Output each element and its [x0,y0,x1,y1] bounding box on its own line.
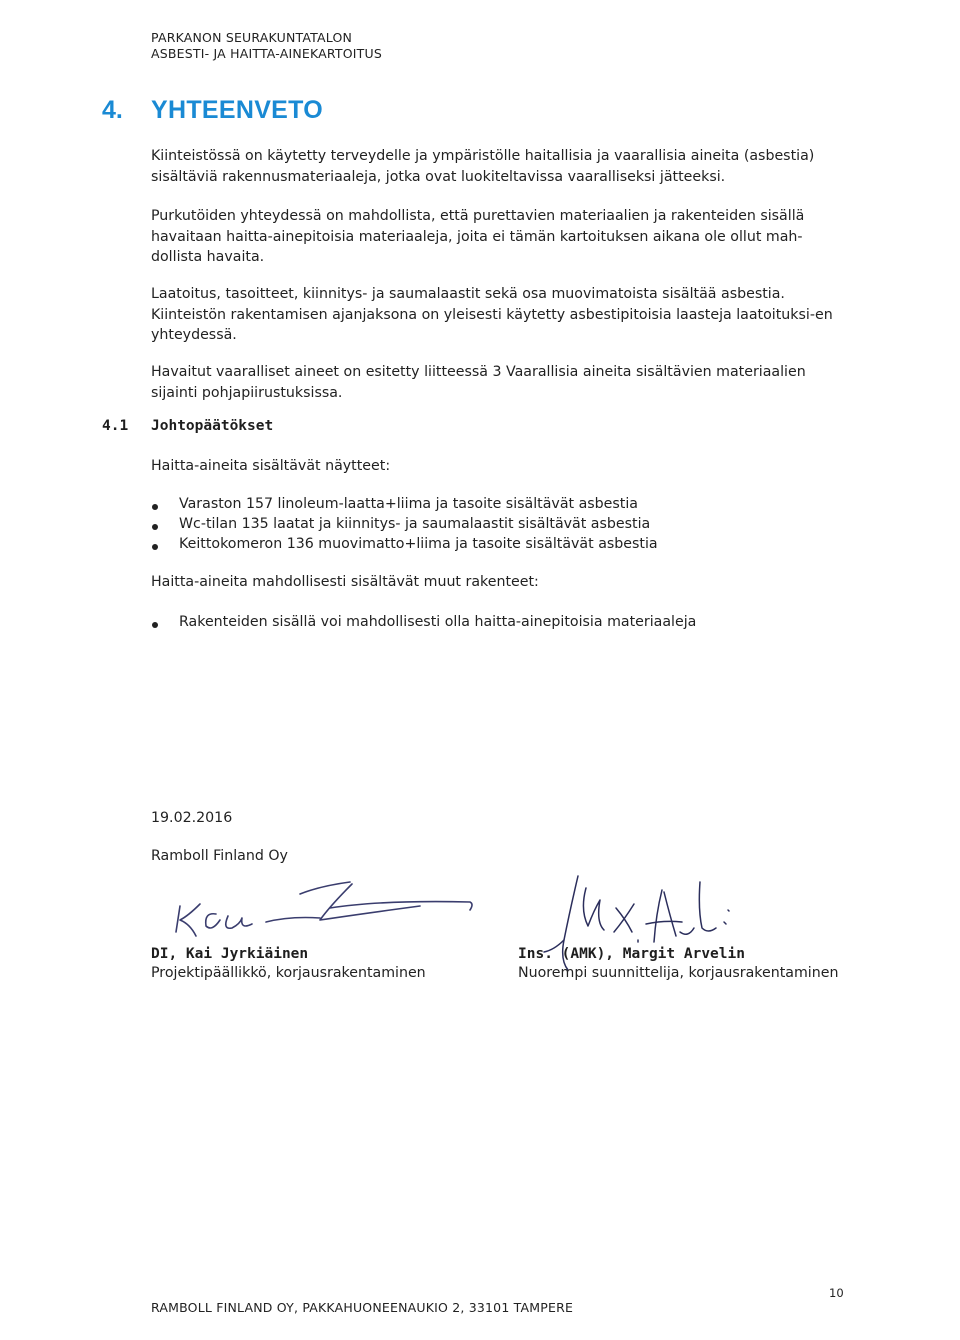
bullet-dot [152,524,158,530]
paragraph-1: Kiinteistössä on käytetty terveydelle ja ympäristölle haitallisia ja vaarallisia aineita (asbestia) sisältäviä rakennusmateriaaleja, jotka ovat luokiteltavissa vaaralliseksi jätteeksi. [151,148,815,185]
footer-address: RAMBOLL FINLAND OY, PAKKAHUONEENAUKIO 2, 33101 TAMPERE [151,1300,574,1315]
paragraph-2: Purkutöiden yhteydessä on mahdollista, että purettavien materiaalien ja rakenteiden sisällä havaitaan haitta-ainepitoisia materiaaleja, joita ei tämän kartoituksen aikana ole ollut mah-dollista havaita. [151,208,805,265]
chapter-title: YHTEENVETO [151,96,324,124]
header-line-1: PARKANON SEURAKUNTATALON [151,30,353,45]
header-line-2: ASBESTI- JA HAITTA-AINEKARTOITUS [151,46,382,61]
signatory-2-name: Ins. (AMK), Margit Arvelin [518,946,745,962]
other-intro: Haitta-aineita mahdollisesti sisältävät muut rakenteet: [151,574,539,590]
signatory-1-role: Projektipäällikkö, korjausrakentaminen [151,965,426,981]
signatory-1-name: DI, Kai Jyrkiäinen [151,946,309,962]
paragraph-4: Havaitut vaaralliset aineet on esitetty liitteessä 3 Vaarallisia aineita sisältävien materiaalien sijainti pohjapiirustuksissa. [151,364,806,401]
other-item-1: Rakenteiden sisällä voi mahdollisesti olla haitta-ainepitoisia materiaaleja [179,614,697,630]
signature-2 [530,870,740,980]
signature-1 [170,880,480,950]
sample-item-3: Keittokomeron 136 muovimatto+liima ja tasoite sisältävät asbestia [179,536,658,552]
section-number: 4.1 [102,418,129,434]
date: 19.02.2016 [151,810,233,826]
company-name: Ramboll Finland Oy [151,848,288,864]
bullet-dot [152,504,158,510]
bullet-dot [152,544,158,550]
sample-item-1: Varaston 157 linoleum-laatta+liima ja tasoite sisältävät asbestia [179,496,639,512]
chapter-number: 4. [102,96,123,124]
paragraph-3: Laatoitus, tasoitteet, kiinnitys- ja saumalaastit sekä osa muovimatoista sisältää asbestia. Kiinteistön rakentamisen ajanjaksona on yleisesti käytetty asbestipitoisia laasteja laatoituksi-en yhteydessä. [151,286,833,343]
signatory-2-role: Nuorempi suunnittelija, korjausrakentaminen [518,965,839,981]
sample-item-2: Wc-tilan 135 laatat ja kiinnitys- ja saumalaastit sisältävät asbestia [179,516,651,532]
section-title: Johtopäätökset [151,418,274,434]
page-number: 10 [829,1286,844,1300]
bullet-dot [152,622,158,628]
samples-intro: Haitta-aineita sisältävät näytteet: [151,458,391,474]
